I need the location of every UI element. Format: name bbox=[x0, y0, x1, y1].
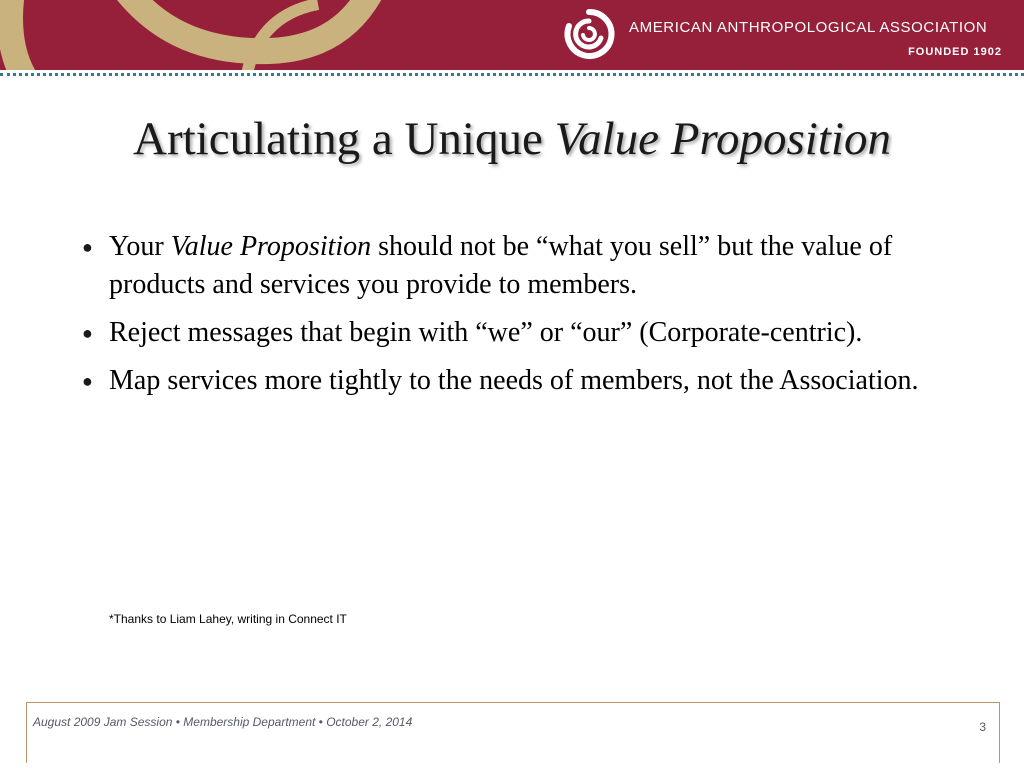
bullet-text-lead: Your bbox=[109, 231, 171, 262]
footer-frame bbox=[26, 702, 1000, 763]
header-banner bbox=[0, 0, 1024, 70]
footnote: *Thanks to Liam Lahey, writing in Connect IT bbox=[109, 612, 347, 626]
decorative-swirl-graphic bbox=[0, 0, 420, 70]
bullet-text: Map services more tightly to the needs of members, not the Association. bbox=[109, 365, 919, 396]
bullet-item bbox=[78, 362, 938, 400]
page-number: 3 bbox=[979, 720, 986, 734]
spiral-logo-icon bbox=[559, 4, 619, 64]
slide-title bbox=[0, 112, 1024, 166]
title-italic: Value Proposition bbox=[554, 113, 891, 165]
bullet-text-rest: should not be “what you sell” but the value of products and services you provide to members. bbox=[109, 231, 893, 300]
founded-label: FOUNDED 1902 bbox=[908, 46, 1002, 58]
bullet-item bbox=[78, 228, 938, 304]
bullet-dot-icon: ● bbox=[82, 237, 93, 257]
bullet-item bbox=[78, 314, 938, 352]
organization-name: AMERICAN ANTHROPOLOGICAL ASSOCIATION bbox=[629, 19, 988, 36]
title-main: Articulating a Unique bbox=[133, 113, 555, 165]
header-divider bbox=[0, 73, 1024, 76]
bullet-dot-icon: ● bbox=[82, 371, 93, 391]
bullet-list bbox=[78, 228, 938, 410]
footer-text: August 2009 Jam Session • Membership Department • October 2, 2014 bbox=[33, 715, 413, 729]
bullet-text: Reject messages that begin with “we” or “our” (Corporate-centric). bbox=[109, 317, 863, 348]
bullet-dot-icon: ● bbox=[82, 323, 93, 343]
bullet-text-italic: Value Proposition bbox=[170, 231, 372, 262]
